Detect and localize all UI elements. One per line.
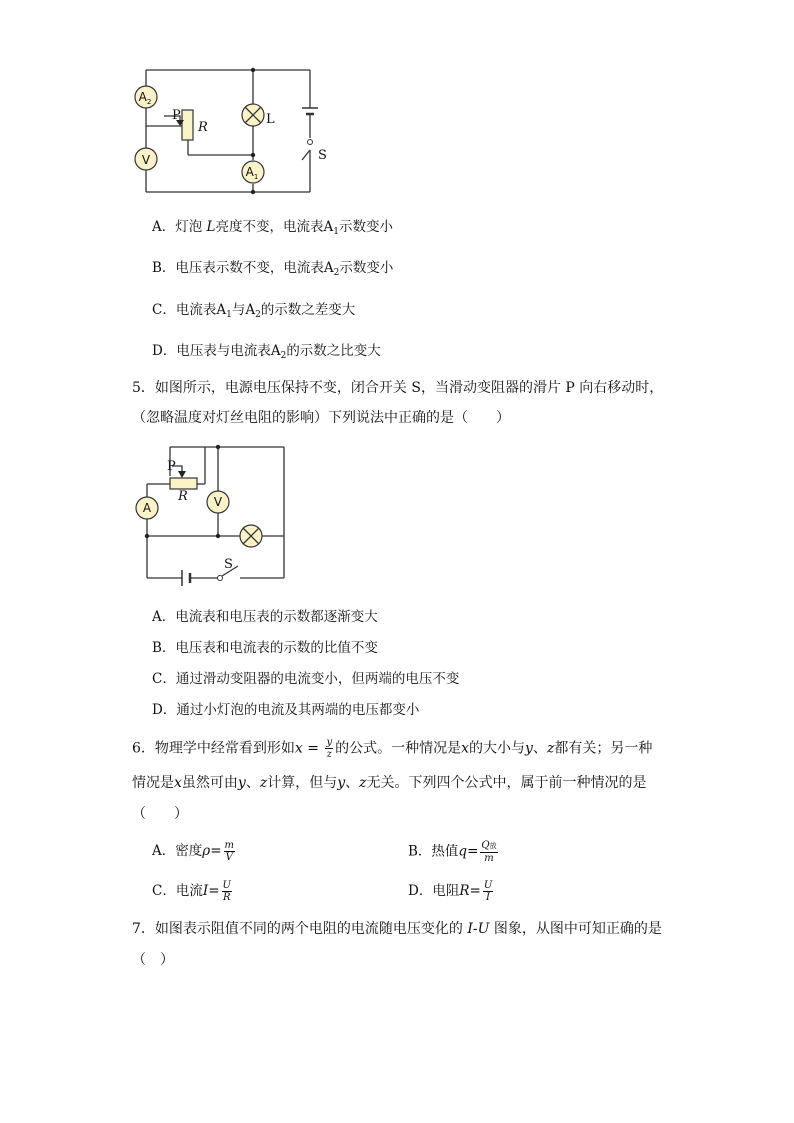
q6-stem-line2: 情况是x虽然可由y、z计算，但与y、z无关。下列四个公式中，属于前一种情况的是 [132, 775, 647, 791]
q5-option-c: C．通过滑动变阻器的电流变小，但两端的电压不变 [152, 671, 460, 687]
switch-S-label: S [318, 148, 327, 163]
switch-S-label: S [224, 557, 233, 572]
q5-option-a: A．电流表和电压表的示数都逐渐变大 [152, 609, 378, 625]
slider-P-label: P [172, 108, 181, 123]
ammeter-A1-label: A [245, 165, 254, 179]
q5-option-b: B．电压表和电流表的示数的比值不变 [152, 640, 378, 656]
q4-option-d: D．电压表与电流表$A_2$的示数之比变大 [152, 343, 381, 361]
q6-option-d: D．电阻R= $\frac{U}{I}$ [408, 880, 493, 903]
q6-stem-line3: （ ） [132, 806, 188, 822]
q4-option-a: A．灯泡 L亮度不变，电流表$A_1$示数变小 [152, 219, 393, 237]
resistor-R-label: R [198, 120, 208, 135]
slider-P-label: P [167, 459, 176, 474]
voltmeter-label: V [213, 495, 223, 509]
q7-stem-line1: 7．如图表示阻值不同的两个电阻的电流随电压变化的 I-U 图象，从图中可知正确的是 [132, 921, 662, 937]
svg-text:A2: $A_2$ [138, 90, 152, 106]
voltmeter-label: V [141, 153, 151, 167]
q4-option-c: C．电流表$A_1$与$A_2$的示数之差变大 [152, 302, 356, 320]
q7-stem-line2: （ ） [132, 952, 174, 968]
q6-option-b: B．热值q= $\frac{\text{Q放}}{m}$ [408, 840, 497, 864]
q5-stem-line2: （忽略温度对灯丝电阻的影响）下列说法中正确的是（ ） [132, 410, 510, 426]
q5-option-d: D．通过小灯泡的电流及其两端的电压都变小 [152, 702, 420, 718]
lamp-L-label: L [266, 112, 275, 127]
q5-stem-line1: 5．如图所示，电源电压保持不变，闭合开关 S，当滑动变阻器的滑片 P 向右移动时， [132, 380, 664, 396]
q6-stem-line1: 6．物理学中经常看到形如x = $\frac{y}{z}$ 的公式。一种情况是x的大小与y、z都有关；另一种 [132, 737, 653, 760]
resistor-R-label: R [178, 489, 188, 504]
q6-option-a: A．密度ρ= $\frac{m}{V}$ [152, 840, 234, 863]
ammeter-A2-label: A [138, 90, 147, 104]
q6-option-c: C．电流I= $\frac{U}{R}$ [152, 880, 231, 903]
svg-text:A1: $A_1$ [245, 165, 259, 181]
q4-option-b: B．电压表示数不变，电流表$A_2$示数变小 [152, 260, 394, 278]
ammeter-label: A [142, 501, 152, 515]
